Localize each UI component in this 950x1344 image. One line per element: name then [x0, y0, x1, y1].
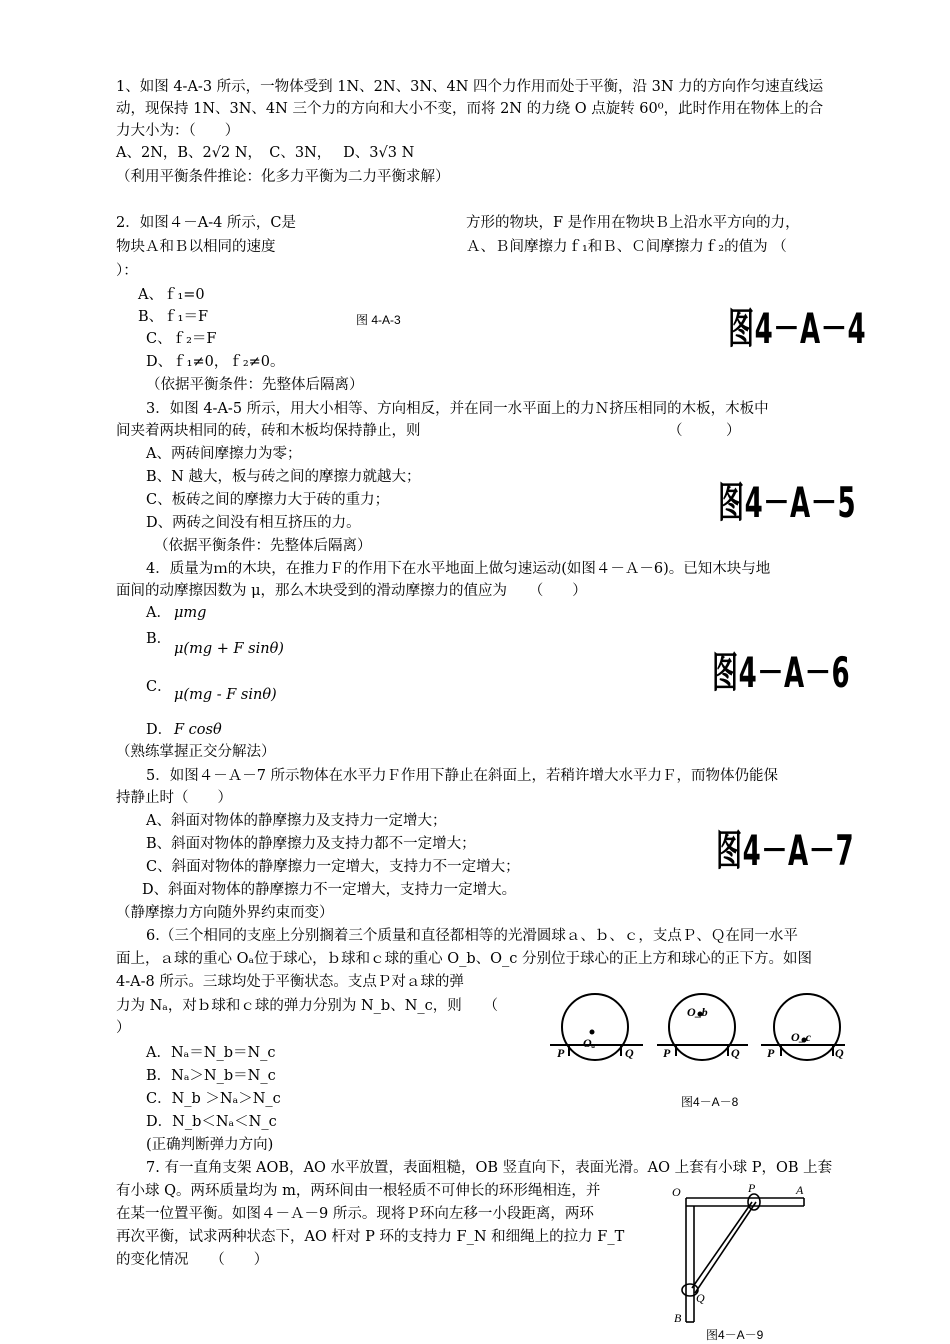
q7-line3: 在某一位置平衡。如图４－Ａ－9 所示。现将Ｐ环向左移一小段距离，两环 — [116, 1206, 594, 1222]
q2-option-d: D、ｆ₁≠0，ｆ₂≠0。 — [146, 354, 285, 370]
q6-option-d: D．N_b＜Nₐ＜N_c — [146, 1114, 277, 1130]
q3-paren: （ ） — [668, 423, 741, 439]
q5-option-c: C、斜面对物体的静摩擦力一定增大，支持力不一定增大； — [146, 859, 520, 875]
q2-line3: ）： — [116, 263, 138, 279]
q2-note: （依据平衡条件：先整体后隔离） — [146, 377, 364, 393]
q4-option-b-label: B． — [146, 631, 172, 647]
q4-option-a-label: A． — [146, 605, 171, 621]
figure-4-a-4-label: 图4－A－4 — [728, 304, 867, 353]
q2-option-a: A、ｆ₁=0 — [138, 287, 205, 303]
q6-line3: 4-A-8 所示。三球均处于平衡状态。支点Ｐ对ａ球的弹 — [116, 974, 464, 990]
q4-option-d: F cosθ — [174, 722, 222, 738]
ball-b-center-label: O_b — [687, 1005, 708, 1019]
q7-line4: 再次平衡，试求两种状态下，AO 杆对 P 环的支持力 F_N 和细绳上的拉力 F_T — [116, 1229, 625, 1245]
figure-4-a-8 — [545, 990, 850, 1068]
support-q-label: Q — [625, 1046, 634, 1060]
q5-option-a: A、斜面对物体的静摩擦力及支持力一定增大； — [146, 813, 447, 829]
q5-note: （静摩擦力方向随外界约束而变） — [116, 905, 334, 921]
support-p-label: P — [767, 1046, 775, 1060]
figure-4-a-9 — [668, 1182, 818, 1327]
q5-option-d: D、斜面对物体的静摩擦力不一定增大，支持力一定增大。 — [142, 882, 517, 898]
figure-4-a-5-label: 图4－A－5 — [718, 478, 857, 527]
point-p-label: P — [748, 1182, 756, 1195]
q7-line2: 有小球 Q。两环质量均为 m，两环间由一根轻质不可伸长的环形绳相连，并 — [116, 1183, 601, 1199]
q7-line5: 的变化情况 （ ） — [116, 1252, 269, 1268]
q6-option-a: A．Nₐ＝N_b＝N_c — [146, 1045, 276, 1061]
support-q-label: Q — [835, 1046, 844, 1060]
q2-line2a: 物块Ａ和Ｂ以相同的速度 — [116, 239, 276, 255]
q2-fig-label-small: 图 4-A-3 — [356, 313, 401, 327]
q3-option-a: A、两砖间摩擦力为零； — [146, 446, 302, 462]
q5-option-b: B、斜面对物体的静摩擦力及支持力都不一定增大； — [146, 836, 476, 852]
q1-options: A、2N，B、2√2 N， C、3N， D、3√3 N — [116, 145, 415, 161]
q6-note: (正确判断弹力方向) — [146, 1137, 274, 1153]
support-p-label: P — [663, 1046, 671, 1060]
q4-line2: 面间的动摩擦因数为 μ，那么木块受到的滑动摩擦力的值应为 （ ） — [116, 583, 587, 599]
q2-line2b: Ａ、Ｂ间摩擦力ｆ₁和Ｂ、Ｃ间摩擦力ｆ₂的值为 （ — [466, 239, 787, 255]
q3-option-b: B、N 越大，板与砖之间的摩擦力就越大； — [146, 469, 421, 485]
q6-line2: 面上，ａ球的重心 Oₐ位于球心，ｂ球和ｃ球的重心 O_b、O_c 分别位于球心的正上方和球心的正下方。如图 — [116, 951, 812, 967]
q1-line2: 动，现保持 1N、3N、4N 三个力的方向和大小不变，而将 2N 的力绕 O 点旋转 60⁰，此时作用在物体上的合 — [116, 101, 824, 117]
q4-option-c: μ(mg - F sinθ) — [174, 687, 277, 703]
ball-a-center-label: Oₐ — [583, 1036, 596, 1050]
q1-line1: 1、如图 4-A-3 所示，一物体受到 1N、2N、3N、4N 四个力作用而处于平衡，沿 3N 力的方向作匀速直线运 — [116, 79, 824, 95]
figure-4-a-9-label: 图4－A－9 — [706, 1328, 764, 1342]
q1-note: （利用平衡条件推论：化多力平衡为二力平衡求解） — [116, 169, 450, 185]
ball-c-center-label: O_c — [791, 1030, 811, 1044]
point-q-label: Q — [696, 1291, 705, 1305]
q6-line1: 6.（三个相同的支座上分别搁着三个质量和直径都相等的光滑圆球ａ、ｂ、ｃ，支点Ｐ、Ｑ在同一水平 — [146, 928, 798, 944]
q3-line2: 间夹着两块相同的砖，砖和木板均保持静止，则 — [116, 423, 421, 439]
q3-note: （依据平衡条件：先整体后隔离） — [154, 538, 372, 554]
point-a-label: A — [796, 1183, 804, 1197]
q2-line1b: 方形的物块，F 是作用在物块Ｂ上沿水平方向的力， — [466, 215, 800, 231]
q4-line1: 4．质量为ｍ的木块，在推力Ｆ的作用下在水平地面上做匀速运动(如图４－Ａ－6)。已知木块与地 — [146, 561, 771, 577]
point-b-label: B — [674, 1311, 682, 1325]
q2-line1a: 2．如图４－A-4 所示，C是 — [116, 215, 297, 231]
q5-line2: 持静止时（ ） — [116, 790, 232, 806]
q3-line1: 3．如图 4-A-5 所示，用大小相等、方向相反，并在同一水平面上的力Ｎ挤压相同的木板，木板中 — [146, 401, 769, 417]
q4-option-d-label: D． — [146, 722, 173, 738]
q4-option-b: μ(mg + F sinθ) — [174, 641, 284, 657]
q2-option-b: B、ｆ₁＝F — [138, 309, 209, 325]
q1-line3: 力大小为：（ ） — [116, 123, 240, 139]
q4-option-a: μmg — [174, 605, 207, 621]
q4-option-c-label: C． — [146, 679, 172, 695]
support-q-label: Q — [731, 1046, 740, 1060]
q6-option-b: B．Nₐ＞N_b＝N_c — [146, 1068, 276, 1084]
q6-line5: ） — [116, 1020, 131, 1036]
q3-option-c: C、板砖之间的摩擦力大于砖的重力； — [146, 492, 390, 508]
q4-note: （熟练掌握正交分解法） — [116, 744, 276, 760]
q2-option-c: C、ｆ₂＝F — [146, 331, 217, 347]
q7-line1: 7. 有一直角支架 AOB，AO 水平放置，表面粗糙，OB 竖直向下，表面光滑。AO 上套有小球 P，OB 上套 — [146, 1160, 833, 1176]
q5-line1: 5．如图４－Ａ－7 所示物体在水平力Ｆ作用下静止在斜面上，若稍许增大水平力Ｆ，而物体仍能保 — [146, 768, 779, 784]
figure-4-a-8-label: 图4－A－8 — [681, 1095, 739, 1109]
q6-line4: 力为 Nₐ，对ｂ球和ｃ球的弹力分别为 N_b、N_c，则 （ — [116, 998, 499, 1014]
figure-4-a-7-label: 图4－A－7 — [716, 826, 855, 875]
q6-option-c: C．N_b ＞Nₐ＞N_c — [146, 1091, 281, 1107]
point-o-label: O — [672, 1185, 681, 1199]
support-p-label: P — [557, 1046, 565, 1060]
figure-4-a-6-label: 图4－A－6 — [712, 648, 851, 697]
q3-option-d: D、两砖之间没有相互挤压的力。 — [146, 515, 361, 531]
